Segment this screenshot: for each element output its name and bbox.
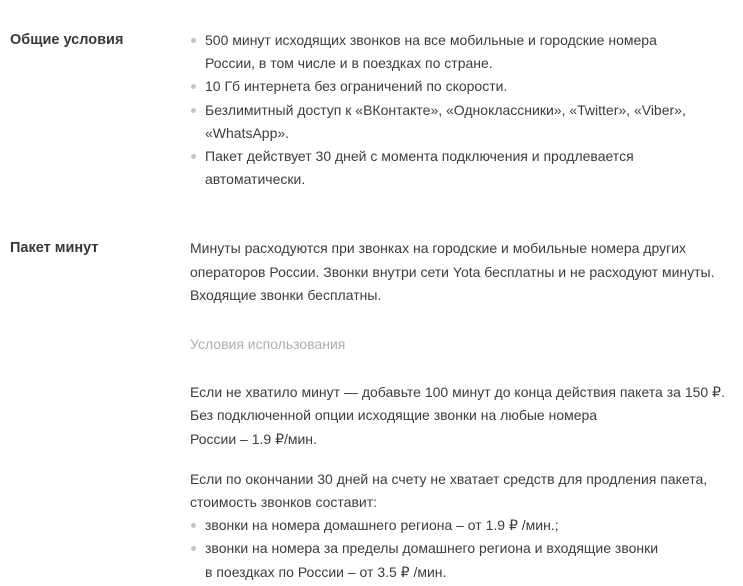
paragraph-line: Входящие звонки бесплатны. [190, 286, 382, 303]
list-item-line: Пакет действует 30 дней с момента подключения и продлевается [205, 148, 634, 165]
list-item [190, 29, 735, 75]
list-item-line: звонки на номера домашнего региона – от 1.9 ₽ /мин.; [205, 517, 559, 534]
bullet-icon [191, 546, 196, 551]
section-label: Общие условия [10, 32, 124, 48]
paragraph-line: операторов России. Звонки внутри сети Yota бесплатны и не расходуют минуты. [190, 263, 715, 280]
paragraph-package-expiry [190, 468, 735, 514]
paragraph-intro [190, 237, 735, 307]
paragraph-line: Если не хватило минут — добавьте 100 минут до конца действия пакета за 150 ₽. [190, 384, 725, 401]
bullet-icon [191, 84, 196, 89]
list-item [190, 145, 735, 191]
bullet-icon [191, 523, 196, 528]
list-item-line: 10 Гб интернета без ограничений по скорости. [205, 78, 508, 95]
list-item [190, 514, 735, 537]
minutes-package-content [190, 237, 735, 583]
call-pricing-list [190, 514, 735, 584]
list-item [190, 537, 735, 583]
list-item [190, 75, 735, 98]
list-item [190, 99, 735, 145]
list-item-line: «WhatsApp». [205, 124, 290, 141]
bullet-icon [191, 154, 196, 159]
section-minutes-package [10, 237, 735, 583]
bullet-icon [191, 38, 196, 43]
list-item-line: в поездках по России – от 3.5 ₽ /мин. [205, 563, 447, 580]
general-conditions-list [190, 29, 735, 191]
list-item-line: звонки на номера за пределы домашнего региона и входящие звонки [205, 540, 659, 557]
paragraph-line: России – 1.9 ₽/мин. [190, 430, 317, 447]
paragraph-line: Без подключенной опции исходящие звонки на любые номера [190, 407, 598, 424]
paragraph-line: стоимость звонков составит: [190, 494, 378, 511]
paragraph-add-minutes [190, 381, 735, 451]
list-item-line: Безлимитный доступ к «ВКонтакте», «Одноклассники», «Twitter», «Viber», [205, 101, 686, 118]
section-label: Пакет минут [10, 240, 99, 257]
list-item-line: автоматически. [205, 171, 306, 188]
bullet-icon [191, 108, 196, 113]
general-conditions-content [190, 29, 735, 191]
section-general-conditions [10, 29, 735, 191]
list-item-line: России, в том числе и в поездках по стране. [205, 55, 493, 72]
paragraph-line: Минуты расходуются при звонках на городские и мобильные номера других [190, 240, 687, 257]
usage-terms-subheading: Условия использования [190, 336, 346, 353]
list-item-line: 500 минут исходящих звонков на все мобильные и городские номера [205, 32, 657, 48]
paragraph-line: Если по окончании 30 дней на счету не хватает средств для продления пакета, [190, 470, 708, 487]
